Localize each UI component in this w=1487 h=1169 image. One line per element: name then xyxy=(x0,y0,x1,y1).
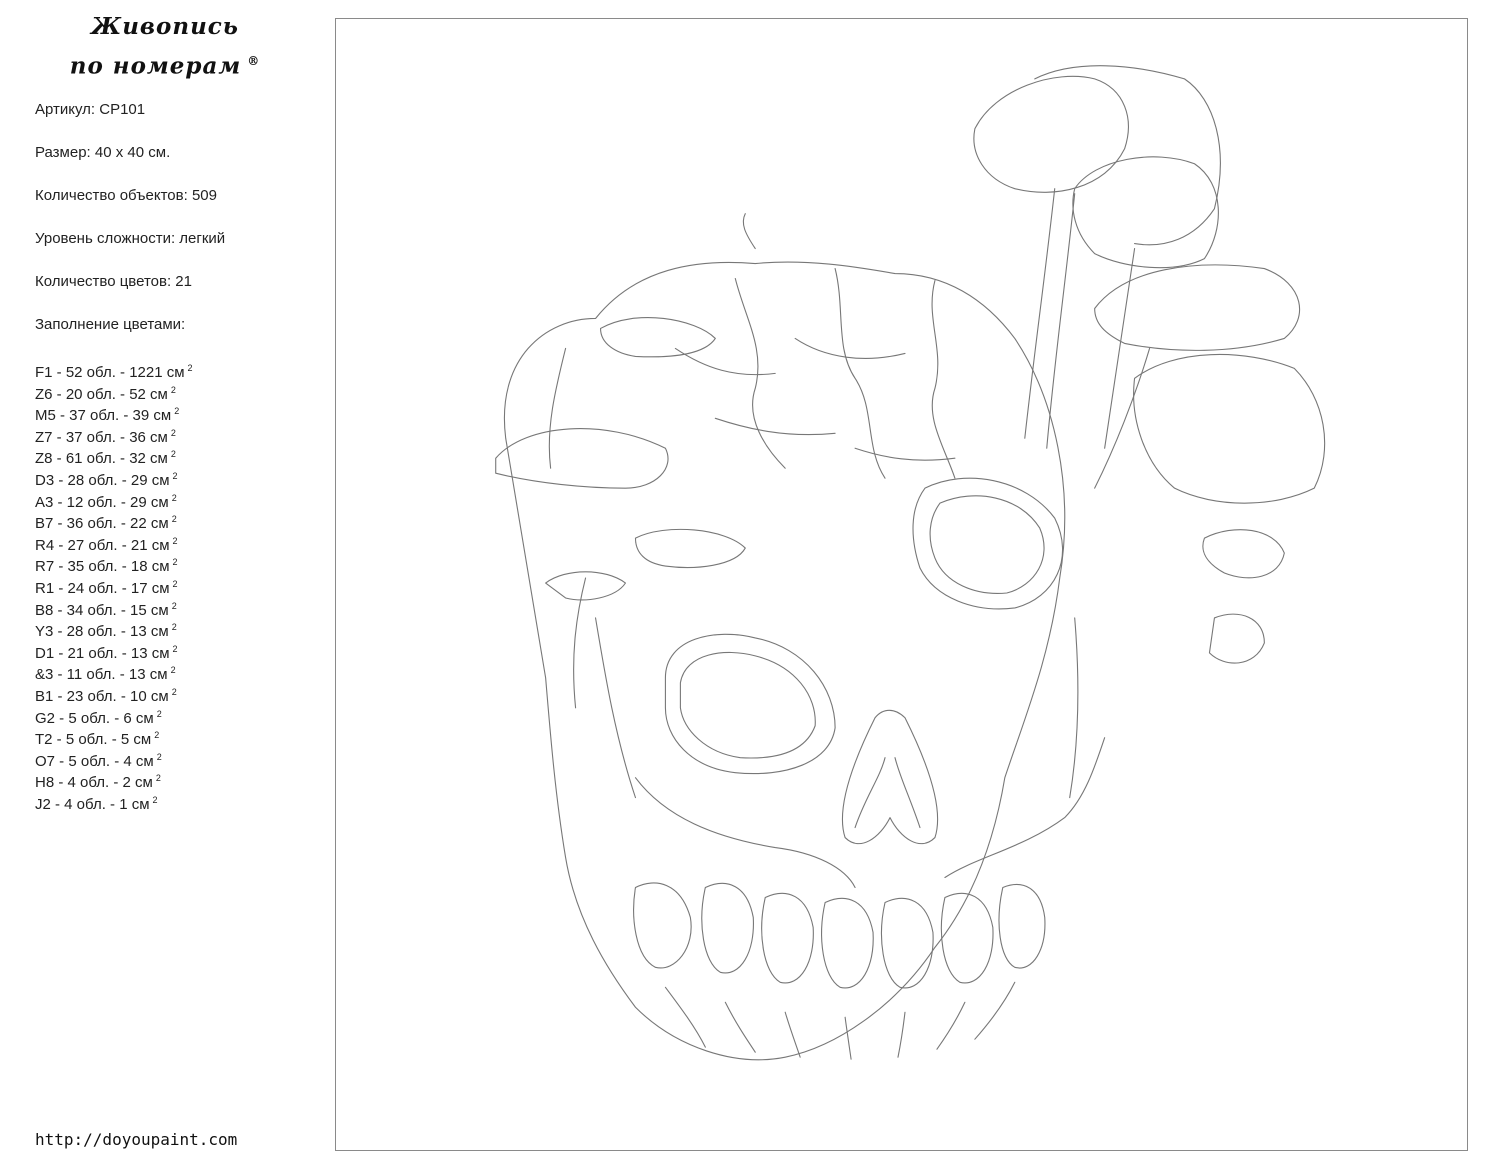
color-fill-text: D3 - 28 обл. - 29 см xyxy=(35,471,170,489)
size-label: Размер: 40 х 40 см. xyxy=(35,144,171,161)
area-unit-superscript: 2 xyxy=(171,514,177,525)
area-unit-superscript: 2 xyxy=(171,686,177,697)
color-fill-text: T2 - 5 обл. - 5 см xyxy=(35,731,152,749)
color-fill-text: O7 - 5 обл. - 4 см xyxy=(35,752,154,770)
color-fill-row xyxy=(35,639,193,661)
color-fill-text: R4 - 27 обл. - 21 см xyxy=(35,536,170,554)
color-fill-text: &3 - 11 обл. - 13 см xyxy=(35,666,168,684)
color-fill-row xyxy=(35,596,193,618)
color-fill-text: B1 - 23 обл. - 10 см xyxy=(35,687,169,705)
area-unit-superscript: 2 xyxy=(171,492,177,503)
brand-title xyxy=(0,10,330,84)
area-unit-superscript: 2 xyxy=(171,600,177,611)
color-fill-row xyxy=(35,790,193,812)
fill-title: Заполнение цветами: xyxy=(35,316,186,333)
area-unit-superscript: 2 xyxy=(172,470,178,481)
color-fill-row xyxy=(35,747,193,769)
brand-line-2-text: по номерам xyxy=(69,52,242,80)
color-fill-row xyxy=(35,466,193,488)
color-fill-text: Z6 - 20 обл. - 52 см xyxy=(35,385,168,403)
color-fill-text: H8 - 4 обл. - 2 см xyxy=(35,774,153,792)
color-fill-row xyxy=(35,617,193,639)
color-fill-text: A3 - 12 обл. - 29 см xyxy=(35,493,169,511)
area-unit-superscript: 2 xyxy=(156,708,162,719)
color-fill-row xyxy=(35,704,193,726)
area-unit-superscript: 2 xyxy=(172,535,178,546)
area-unit-superscript: 2 xyxy=(170,427,176,438)
brand-line-1: Живопись xyxy=(91,13,239,40)
color-fill-text: R1 - 24 обл. - 17 см xyxy=(35,579,170,597)
color-fill-text: G2 - 5 обл. - 6 см xyxy=(35,709,154,727)
color-fill-row xyxy=(35,682,193,704)
color-fill-row xyxy=(35,358,193,380)
difficulty-label: Уровень сложности: легкий xyxy=(35,230,226,247)
color-fill-text: J2 - 4 обл. - 1 см xyxy=(35,795,150,813)
article-label: Артикул: CP101 xyxy=(35,101,146,118)
canvas-frame xyxy=(335,18,1468,1151)
color-fill-row xyxy=(35,725,193,747)
color-fill-row xyxy=(35,509,193,531)
area-unit-superscript: 2 xyxy=(170,665,176,676)
skull-mushrooms-icon xyxy=(336,19,1467,1150)
color-fill-row xyxy=(35,660,193,682)
color-fill-text: B8 - 34 обл. - 15 см xyxy=(35,601,169,619)
area-unit-superscript: 2 xyxy=(172,643,178,654)
color-fill-row xyxy=(35,768,193,790)
color-fill-row xyxy=(35,423,193,445)
area-unit-superscript: 2 xyxy=(174,406,180,417)
color-fill-row xyxy=(35,380,193,402)
registered-mark: ® xyxy=(247,54,261,68)
website-link[interactable]: http://doyoupaint.com xyxy=(35,1130,238,1149)
color-fill-text: R7 - 35 обл. - 18 см xyxy=(35,558,170,576)
area-unit-superscript: 2 xyxy=(156,751,162,762)
color-fill-row xyxy=(35,444,193,466)
color-fill-text: F1 - 52 обл. - 1221 см xyxy=(35,364,185,381)
area-unit-superscript: 2 xyxy=(152,794,158,805)
area-unit-superscript: 2 xyxy=(170,449,176,460)
brand-line-2 xyxy=(0,44,330,84)
area-unit-superscript: 2 xyxy=(187,363,193,373)
product-info xyxy=(35,98,225,356)
color-fill-row xyxy=(35,574,193,596)
area-unit-superscript: 2 xyxy=(172,578,178,589)
area-unit-superscript: 2 xyxy=(154,730,160,741)
area-unit-superscript: 2 xyxy=(155,773,161,784)
colors-count-label: Количество цветов: 21 xyxy=(35,273,192,290)
color-fill-text: Z8 - 61 обл. - 32 см xyxy=(35,450,168,468)
color-fill-text: B7 - 36 обл. - 22 см xyxy=(35,515,169,533)
color-fill-text: Z7 - 37 обл. - 36 см xyxy=(35,428,168,446)
color-fill-row xyxy=(35,552,193,574)
area-unit-superscript: 2 xyxy=(171,622,177,633)
color-fill-list xyxy=(35,358,193,811)
color-fill-text: M5 - 37 обл. - 39 см xyxy=(35,407,172,425)
color-fill-text: D1 - 21 обл. - 13 см xyxy=(35,644,170,662)
objects-count-label: Количество объектов: 509 xyxy=(35,187,217,204)
color-fill-text: Y3 - 28 обл. - 13 см xyxy=(35,623,169,641)
color-fill-row xyxy=(35,401,193,423)
color-fill-row xyxy=(35,488,193,510)
color-fill-row xyxy=(35,531,193,553)
area-unit-superscript: 2 xyxy=(170,384,176,395)
area-unit-superscript: 2 xyxy=(172,557,178,568)
